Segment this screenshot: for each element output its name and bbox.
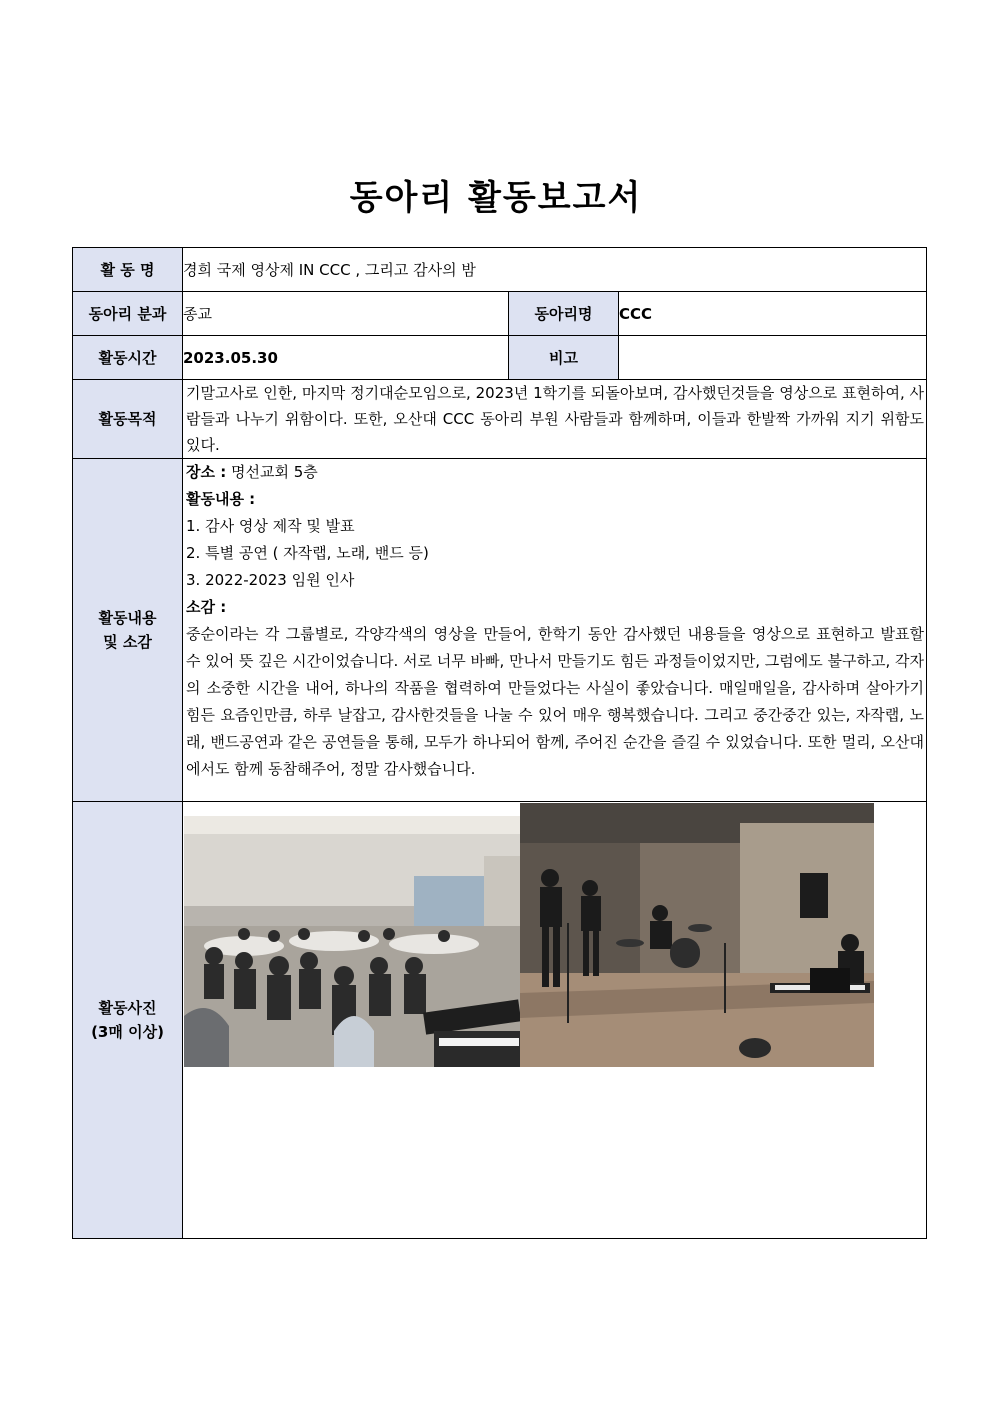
place-line (186, 459, 924, 486)
remarks-label: 비고 (509, 336, 619, 380)
photo-area (183, 802, 926, 1238)
content-body (183, 459, 926, 783)
content-label (73, 459, 183, 802)
report-table (72, 247, 927, 1239)
place-label: 장소 : (186, 463, 227, 481)
content-cell (183, 459, 927, 802)
remarks-value (619, 336, 927, 380)
purpose-label: 활동목적 (73, 380, 183, 459)
row-purpose (73, 380, 927, 459)
purpose-cell (183, 380, 927, 459)
activity-item-1: 1. 감사 영상 제작 및 발표 (186, 517, 355, 535)
row-activity-time (73, 336, 927, 380)
content-label-line2: 및 소감 (103, 633, 152, 651)
row-content (73, 459, 927, 802)
club-name-label: 동아리명 (509, 292, 619, 336)
activity-item-3: 3. 2022-2023 임원 인사 (186, 571, 355, 589)
activity-time-label: 활동시간 (73, 336, 183, 380)
impression-heading: 소감 : (186, 598, 227, 616)
row-club-info (73, 292, 927, 336)
activity-heading: 활동내용 : (186, 490, 256, 508)
club-category-label: 동아리 분과 (73, 292, 183, 336)
photos-cell (183, 802, 927, 1239)
photo-band (520, 803, 874, 1067)
photos-label-line2: (3매 이상) (91, 1023, 164, 1041)
content-label-line1: 활동내용 (98, 609, 157, 627)
row-photos (73, 802, 927, 1239)
photos-label-line1: 활동사진 (98, 999, 157, 1017)
page-title: 동아리 활동보고서 (349, 178, 643, 218)
impression-text: 중순이라는 각 그룹별로, 각양각색의 영상을 만들어, 한학기 동안 감사했던 내용들을 영상으로 표현하고 발표할 수 있어 뜻 깊은 시간이었습니다. 서로 너무 바빠, 만나서 만들기도 힘든 과정들이었지만, 그럼에도 불구하고, 각자의 소중한 시간을 내어, 하나의 작품을 협력하여 만들었다는 사실이 좋았습니다. 매일매일을, 감사하며 살아가기 힘든 요즘인만큼, 하루 날잡고, 감사한것들을 나눌 수 있어 매우 행복했습니다. 그리고 중간중간 있는, 자작랩, 노래, 밴드공연과 같은 공연들을 통해, 모두가 하나되어 함께, 주어진 순간을 즐길 수 있었습니다. 또한 멀리, 오산대에서도 함께 동참해주어, 정말 감사했습니다. (186, 625, 925, 778)
purpose-text: 기말고사로 인한, 마지막 정기대순모임으로, 2023년 1학기를 되돌아보며, 감사했던것들을 영상으로 표현하여, 사람들과 나누기 위함이다. 또한, 오산대 CCC 동아리 부원 사람들과 함께하며, 이들과 한발짝 가까워 지기 위함도 있다. (186, 384, 925, 454)
activity-name-label: 활 동 명 (73, 248, 183, 292)
activity-item-2: 2. 특별 공연 ( 자작랩, 노래, 밴드 등) (186, 544, 429, 562)
activity-time-value: 2023.05.30 (183, 336, 509, 380)
row-activity-name (73, 248, 927, 292)
photos-label (73, 802, 183, 1239)
photo-audience (184, 816, 520, 1067)
place-value: 명선교회 5층 (226, 463, 318, 481)
club-category-value: 종교 (183, 292, 509, 336)
activity-name-value: 경희 국제 영상제 IN CCC , 그리고 감사의 밤 (183, 248, 927, 292)
club-name-value: CCC (619, 292, 927, 336)
